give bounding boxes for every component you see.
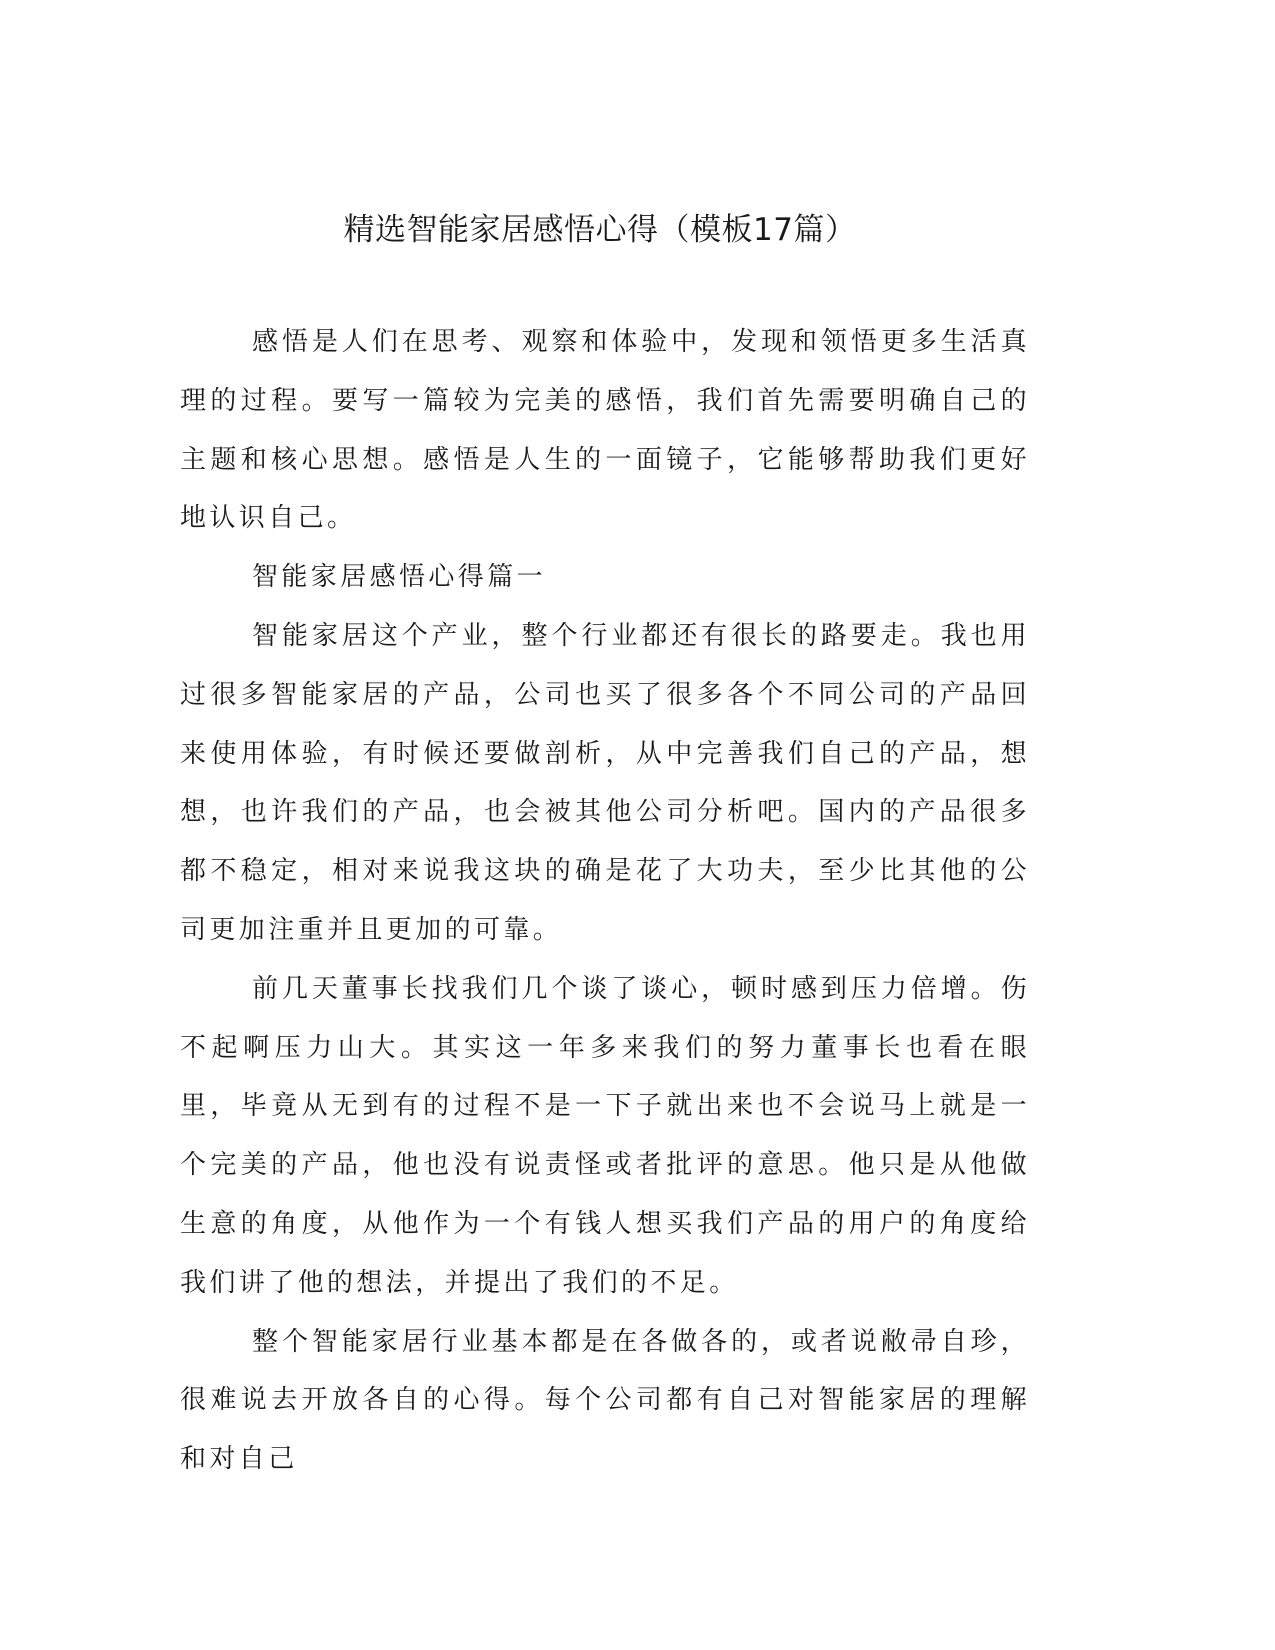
body-paragraph: 整个智能家居行业基本都是在各做各的，或者说敝帚自珍，很难说去开放各自的心得。每个公司都有自己对智能家居的理解和对自己 bbox=[180, 1326, 1030, 1475]
body-paragraph: 智能家居这个产业，整个行业都还有很长的路要走。我也用过很多智能家居的产品，公司也买了很多各个不同公司的产品回来使用体验，有时候还要做剖析，从中完善我们自己的产品，想想，也许我们的产品，也会被其他公司分析吧。国内的产品很多都不稳定，相对来说我这块的确是花了大功夫，至少比其他的公司更加注重并且更加的可靠。 bbox=[180, 620, 1030, 945]
intro-paragraph: 感悟是人们在思考、观察和体验中，发现和领悟更多生活真理的过程。要写一篇较为完美的感悟，我们首先需要明确自己的主题和核心思想。感悟是人生的一面镜子，它能够帮助我们更好地认识自己。 bbox=[180, 327, 1030, 534]
document-body bbox=[180, 313, 1030, 1489]
document-title: 精选智能家居感悟心得（模板17篇） bbox=[343, 212, 857, 248]
section-heading: 智能家居感悟心得篇一 bbox=[252, 562, 547, 593]
body-paragraph: 前几天董事长找我们几个谈了谈心，顿时感到压力倍增。伤不起啊压力山大。其实这一年多来我们的努力董事长也看在眼里，毕竟从无到有的过程不是一下子就出来也不会说马上就是一个完美的产品，他也没有说责怪或者批评的意思。他只是从他做生意的角度，从他作为一个有钱人想买我们产品的用户的角度给我们讲了他的想法，并提出了我们的不足。 bbox=[180, 973, 1030, 1298]
